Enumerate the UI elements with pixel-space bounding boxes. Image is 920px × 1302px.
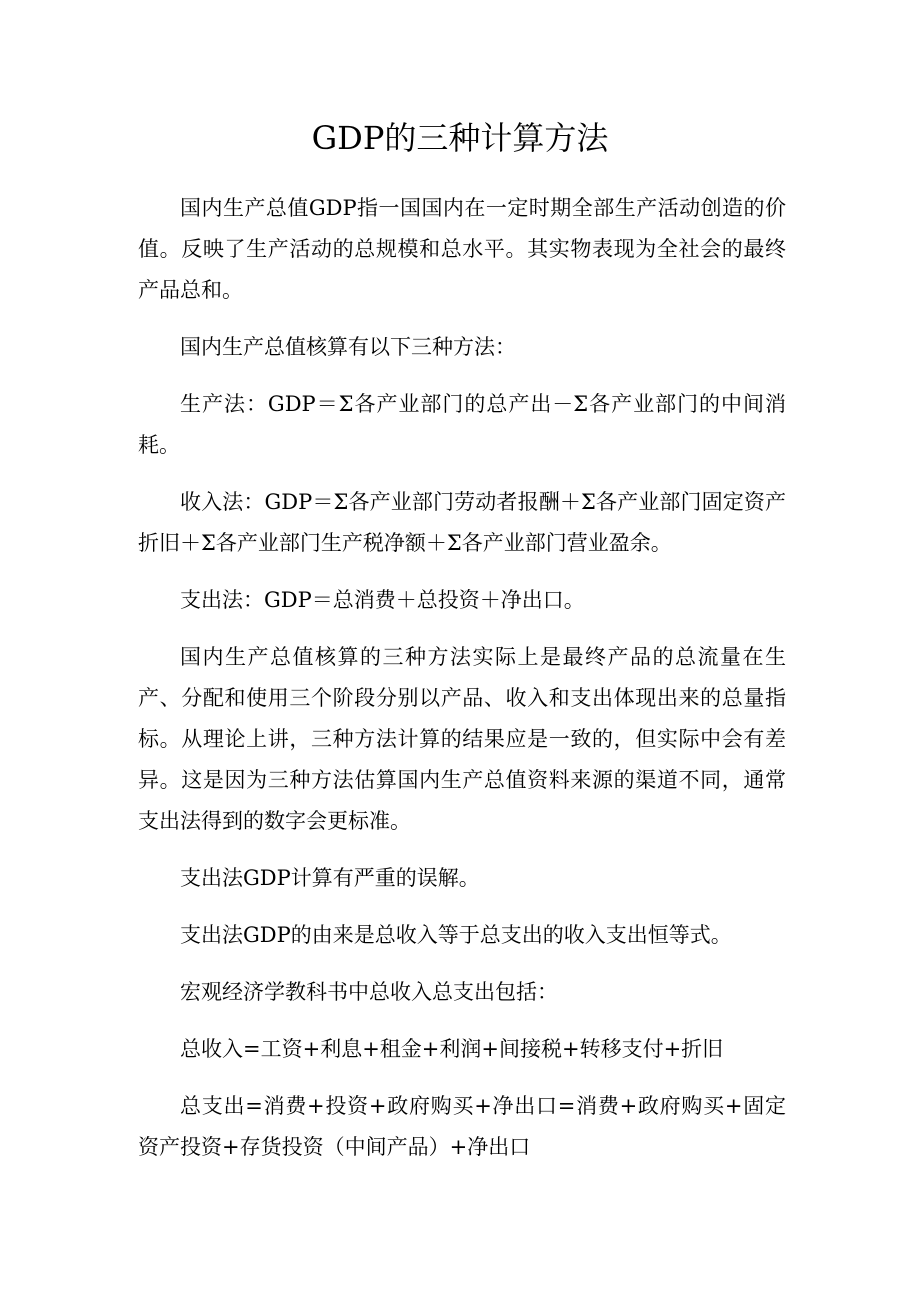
paragraph-income-method: 收入法：GDP＝Σ各产业部门劳动者报酬＋Σ各产业部门固定资产折旧＋Σ各产业部门生产税净额＋Σ各产业部门营业盈余。 [138,490,786,555]
paragraph-gdp-definition: 国内生产总值GDP指一国国内在一定时期全部生产活动创造的价值。反映了生产活动的总规模和总水平。其实物表现为全社会的最终产品总和。 [138,196,786,302]
paragraph-misunderstanding: 支出法GDP计算有严重的误解。 [180,866,480,890]
page-title: GDP的三种计算方法 [311,119,609,157]
paragraph-methods-comparison: 国内生产总值核算的三种方法实际上是最终产品的总流量在生产、分配和使用三个阶段分别以产品、收入和支出体现出来的总量指标。从理论上讲，三种方法计算的结果应是一致的，但实际中会有差异。这是因为三种方法估算国内生产总值资料来源的渠道不同，通常支出法得到的数字会更标准。 [138,645,786,833]
paragraph-total-income: 总收入=工资+利息+租金+利润+间接税+转移支付+折旧 [180,1037,724,1061]
document-body [138,188,786,1184]
paragraph-textbook-intro: 宏观经济学教科书中总收入总支出包括： [180,980,558,1004]
paragraph-three-methods-intro: 国内生产总值核算有以下三种方法： [180,335,516,359]
paragraph-total-expenditure: 总支出=消费+投资+政府购买+净出口=消费+政府购买+固定资产投资+存货投资（中间产品）+净出口 [138,1094,786,1159]
paragraph-expenditure-method: 支出法：GDP＝总消费＋总投资＋净出口。 [180,588,585,612]
paragraph-identity-origin: 支出法GDP的由来是总收入等于总支出的收入支出恒等式。 [180,923,732,947]
paragraph-production-method: 生产法：GDP＝Σ各产业部门的总产出－Σ各产业部门的中间消耗。 [138,392,786,457]
